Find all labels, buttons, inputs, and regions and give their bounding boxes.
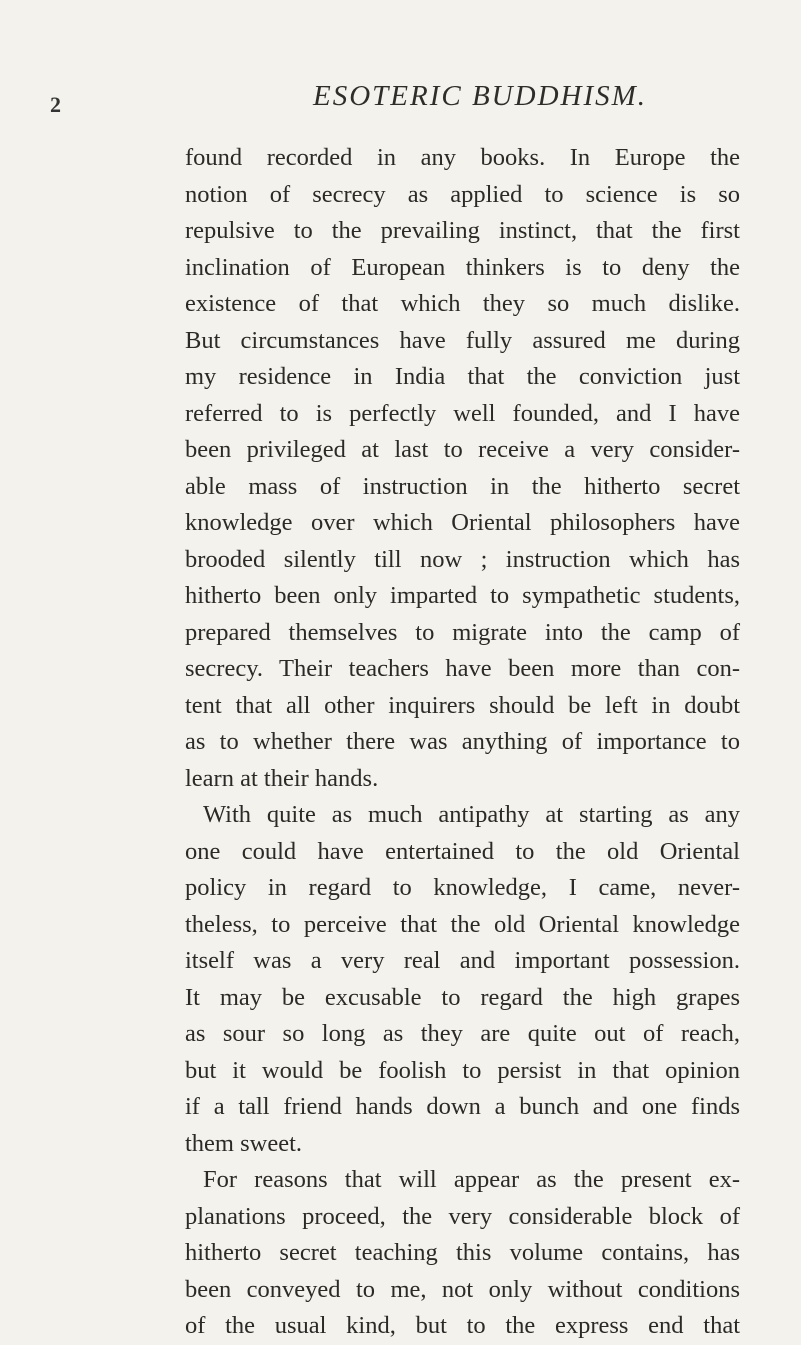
text-line: For reasons that will appear as the present ex- [203, 1166, 740, 1193]
text-line: hitherto been only imparted to sympathetic students, [185, 582, 740, 609]
text-line: able mass of instruction in the hitherto secret [185, 472, 740, 500]
text-line: one could have entertained to the old Oriental [185, 837, 740, 865]
text-line: inclination of European thinkers is to deny the [185, 253, 740, 281]
text-line: of the usual kind, but to the express end that [185, 1312, 740, 1339]
text-line: secrecy. Their teachers have been more than con- [185, 655, 740, 682]
running-title: ESOTERIC BUDDHISM. [313, 80, 648, 112]
running-head [0, 80, 801, 120]
text-line: existence of that which they so much dislike. [185, 290, 740, 317]
body-text [185, 140, 740, 1345]
text-line: found recorded in any books. In Europe the [185, 144, 740, 171]
text-line: them sweet. [185, 1129, 303, 1157]
text-line: learn at their hands. [185, 764, 379, 792]
text-line: knowledge over which Oriental philosophers have [185, 509, 740, 536]
text-line: tent that all other inquirers should be left in doubt [185, 691, 740, 719]
text-line: but it would be foolish to persist in that opinion [185, 1056, 740, 1084]
text-line: brooded silently till now ; instruction which has [185, 545, 740, 573]
text-line: But circumstances have fully assured me during [185, 326, 740, 354]
text-line: It may be excusable to regard the high grapes [185, 983, 740, 1011]
text-line: itself was a very real and important possession. [185, 947, 740, 974]
text-line: been conveyed to me, not only without conditions [185, 1275, 740, 1303]
text-line: policy in regard to knowledge, I came, never- [185, 874, 740, 901]
text-line: notion of secrecy as applied to science is so [185, 180, 740, 208]
text-line: as sour so long as they are quite out of reach, [185, 1020, 740, 1047]
text-line: With quite as much antipathy at starting as any [203, 801, 740, 828]
text-line: as to whether there was anything of importance to [185, 728, 740, 755]
text-line: been privileged at last to receive a very consider- [185, 436, 740, 463]
text-line: my residence in India that the conviction just [185, 363, 740, 390]
text-line: theless, to perceive that the old Oriental knowledge [185, 910, 740, 938]
text-line: if a tall friend hands down a bunch and one finds [185, 1093, 740, 1120]
text-line: hitherto secret teaching this volume contains, has [185, 1239, 740, 1266]
text-line: referred to is perfectly well founded, and I have [185, 399, 740, 427]
text-line: planations proceed, the very considerable block of [185, 1202, 740, 1230]
page-number: 2 [50, 92, 61, 117]
text-line: repulsive to the prevailing instinct, that the first [185, 217, 740, 244]
text-line: prepared themselves to migrate into the camp of [185, 618, 740, 646]
